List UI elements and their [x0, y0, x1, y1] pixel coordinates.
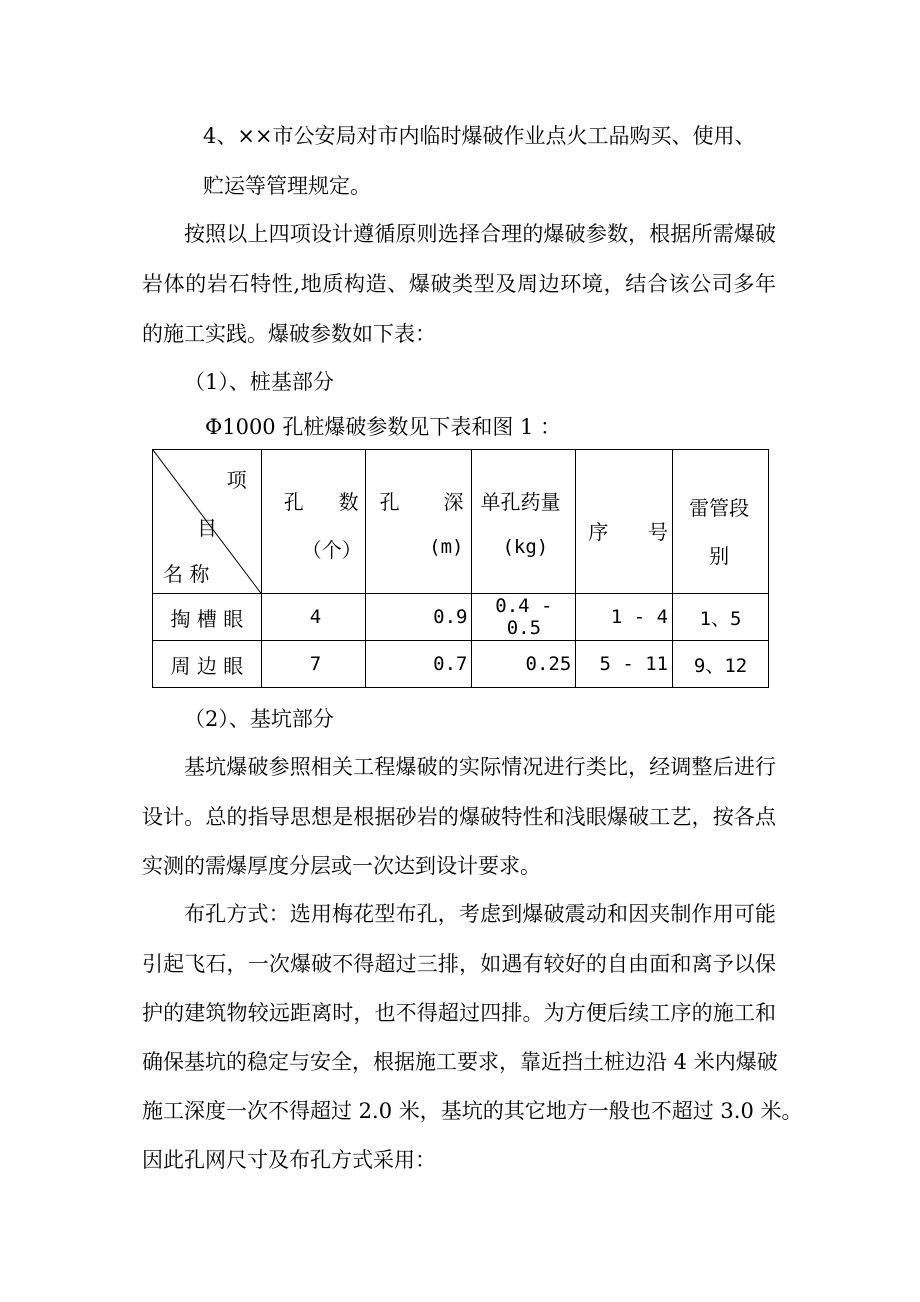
- header-hole-depth-a: 孔: [379, 490, 400, 514]
- intro-line2: 岩体的岩石特性,地质构造、爆破类型及周边环境，结合该公司多年: [142, 272, 776, 296]
- header-charge: [472, 450, 576, 594]
- header-detonator: [673, 450, 769, 594]
- row-sequence: 5 - 11: [576, 641, 673, 688]
- section-heading-pit: （2）、基坑部分: [184, 707, 334, 731]
- pit-para-line3: 实测的需爆厚度分层或一次达到设计要求。: [142, 854, 541, 878]
- intro-line1: 按照以上四项设计遵循原则选择合理的爆破参数，根据所需爆破: [184, 222, 776, 246]
- header-hole-count-unit: （个）: [301, 538, 362, 562]
- row-name: 周 边 眼: [153, 641, 262, 688]
- corner-label-item: 项: [226, 468, 247, 492]
- item4-line1: 4、××市公安局对市内临时爆破作业点火工品购买、使用、: [203, 124, 756, 148]
- row-detonator: 1、5: [673, 594, 769, 641]
- blasting-parameter-table: [152, 449, 769, 688]
- table-caption: Φ1000 孔桩爆破参数见下表和图 1 ：: [205, 415, 562, 439]
- pit-para-line1: 基坑爆破参照相关工程爆破的实际情况进行类比，经调整后进行: [184, 755, 776, 779]
- row-charge: 0.25: [472, 641, 576, 688]
- row-detonator: 9、12: [673, 641, 769, 688]
- header-hole-depth: [365, 450, 472, 594]
- section-heading-piles: （1）、桩基部分: [184, 370, 334, 394]
- pit-para-line2: 设计。总的指导思想是根据砂岩的爆破特性和浅眼爆破工艺，按各点: [142, 805, 776, 829]
- layout-para-line6: 因此孔网尺寸及布孔方式采用：: [142, 1148, 436, 1172]
- row-sequence: 1 - 4: [576, 594, 673, 641]
- header-sequence-a: 序: [588, 520, 609, 544]
- row-depth: 0.9: [365, 594, 472, 641]
- layout-para-line5: 施工深度一次不得超过 2.0 米，基坑的其它地方一般也不超过 3.0 米。: [142, 1099, 803, 1123]
- table-row: [153, 594, 769, 641]
- intro-line3: 的施工实践。爆破参数如下表：: [142, 322, 436, 346]
- row-name: 掏 槽 眼: [153, 594, 262, 641]
- header-hole-count-b: 数: [338, 490, 359, 514]
- row-count: 4: [261, 594, 365, 641]
- table-row: [153, 641, 769, 688]
- layout-para-line4: 确保基坑的稳定与安全，根据施工要求，靠近挡土桩边沿 4 米内爆破: [142, 1050, 778, 1074]
- row-depth: 0.7: [365, 641, 472, 688]
- layout-para-line1: 布孔方式：选用梅花型布孔，考虑到爆破震动和因夹制作用可能: [184, 902, 776, 926]
- row-charge: 0.4 - 0.5: [472, 594, 576, 641]
- header-hole-count-a: 孔: [283, 490, 304, 514]
- item4-line2: 贮运等管理规定。: [203, 174, 371, 198]
- header-sequence: [576, 450, 673, 594]
- header-sequence-b: 号: [648, 520, 669, 544]
- header-hole-count: [261, 450, 365, 594]
- row-count: 7: [261, 641, 365, 688]
- header-hole-depth-b: 深: [443, 490, 464, 514]
- table-header-row: [153, 450, 769, 594]
- header-charge-unit: (kg): [502, 536, 549, 558]
- corner-cell: [153, 450, 262, 594]
- header-detonator-b: 别: [709, 544, 730, 568]
- header-charge-label: 单孔药量: [480, 490, 561, 514]
- corner-label-name: 名 称: [163, 562, 210, 586]
- header-hole-depth-unit: (m): [429, 536, 464, 558]
- layout-para-line2: 引起飞石，一次爆破不得超过三排，如遇有较好的自由面和离予以保: [142, 952, 776, 976]
- layout-para-line3: 护的建筑物较远距离时，也不得超过四排。为方便后续工序的施工和: [142, 1001, 776, 1025]
- corner-label-eye: 目: [197, 516, 217, 540]
- header-detonator-a: 雷管段: [689, 496, 750, 520]
